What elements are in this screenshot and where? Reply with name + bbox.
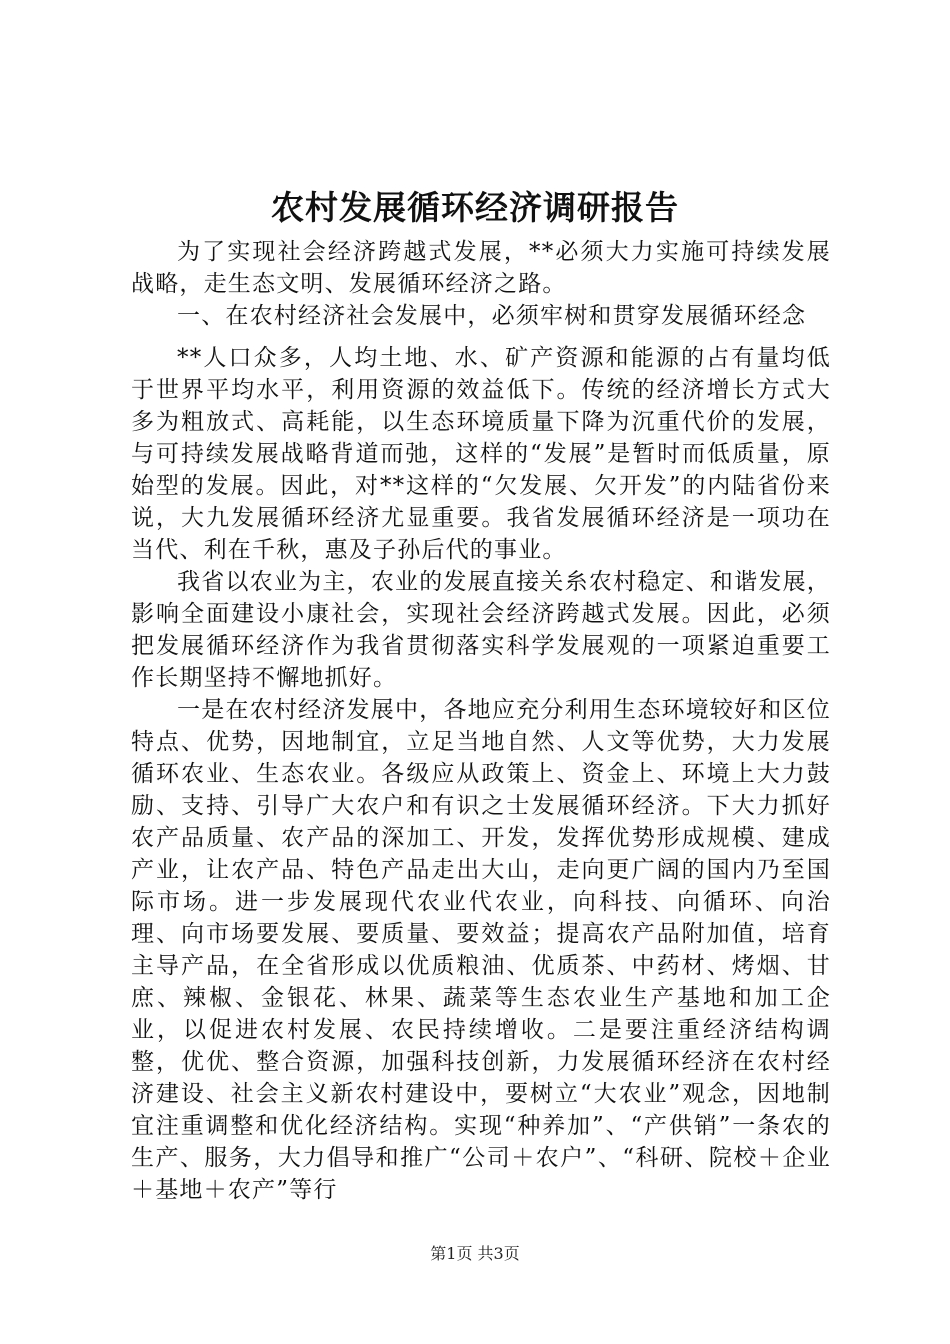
paragraph-measures: 一是在农村经济发展中，各地应充分利用生态环境较好和区位特点、优势，因地制宜，立足当地自然、人文等优势，大力发展循环农业、生态农业。各级应从政策上、资金上、环境上大力鼓励、支持、引导广大农户和有识之士发展循环经济。下大力抓好农产品质量、农产品的深加工、开发，发挥优势形成规模、建成产业，让农产品、特色产品走出大山，走向更广阔的国内乃至国际市场。进一步发展现代农业代农业，向科技、向循环、向治理、向市场要发展、要质量、要效益；提高农产品附加值，培育主导产品，在全省形成以优质粮油、优质茶、中药材、烤烟、甘庶、辣椒、金银花、林果、蔬菜等生态农业生产基地和加工企业，以促进农村发展、农民持续增收。二是要注重经济结构调整，优优、整合资源，加强科技创新，力发展循环经济在农村经济建设、社会主义新农村建设中，要树立“大农业”观念，因地制宜注重调整和优化经济结构。实现“种养加”、“产供销”一条农的生产、服务，大力倡导和推广“公司＋农户”、“科研、院校＋企业＋基地＋农产”等行 (131, 697, 831, 1203)
paragraph-intro: 为了实现社会经济跨越式发展，**必须大力实施可持续发展战略，走生态文明、发展循环经济之路。 (131, 239, 831, 297)
paragraph-agriculture: 我省以农业为主，农业的发展直接关糸农村稳定、和谐发展，影响全面建设小康社会，实现社会经济跨越式发展。因此，必须把发展循环经济作为我省贯彻落实科学发展观的一项紧迫重要工作长期坚持不懈地抓好。 (131, 569, 831, 691)
paragraph-section-heading: 一、在农村经济社会发展中，必须牢树和贯穿发展循环经念 (177, 303, 807, 329)
paragraph-population: **人口众多，人均土地、水、矿产资源和能源的占有量均低于世界平均水平，利用资源的效益低下。传统的经济增长方式大多为粗放式、高耗能，以生态环境质量下降为沉重代价的发展，与可持续发展战略背道而弛，这样的“发展”是暂时而低质量，原始型的发展。因此，对**这样的“欠发展、欠开发”的内陆省份来说，大九发展循环经济尤显重要。我省发展循环经济是一项功在当代、利在千秋，惠及子孙后代的事业。 (131, 345, 831, 563)
document-body (131, 236, 831, 1206)
document-title: 农村发展循环经济调研报告 (271, 188, 679, 227)
page-number: 第1页 共3页 (430, 1244, 520, 1263)
